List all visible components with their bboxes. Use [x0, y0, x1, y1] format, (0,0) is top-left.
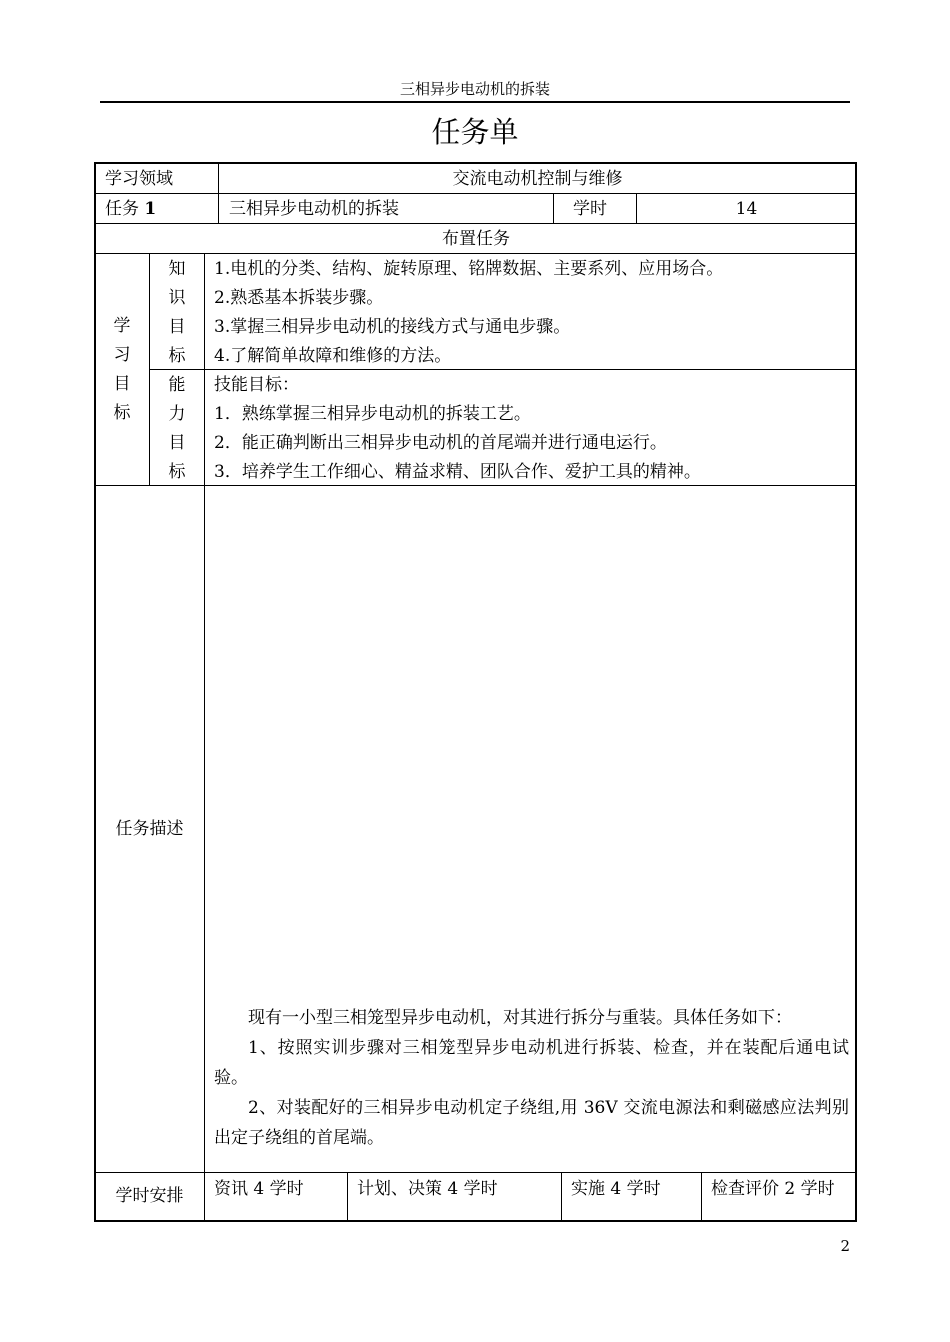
knowledge-label-char: 识 [168, 288, 186, 308]
hours-label: 学时 [573, 199, 607, 219]
skill-item: 1．熟练掌握三相异步电动机的拆装工艺。 [214, 404, 531, 424]
skill-label-char: 力 [168, 404, 186, 424]
schedule-item: 资讯 4 学时 [214, 1179, 304, 1199]
skill-list [214, 371, 854, 487]
header-rule [100, 101, 850, 103]
knowledge-item: 4.了解简单故障和维修的方法。 [214, 346, 452, 366]
description-body [214, 1003, 849, 1153]
description-label: 任务描述 [115, 819, 184, 839]
knowledge-item: 3.掌握三相异步电动机的接线方式与通电步骤。 [214, 317, 571, 337]
col-rule [561, 1173, 562, 1220]
skill-item: 3．培养学生工作细心、精益求精、团队合作、爱护工具的精神。 [214, 462, 701, 482]
domain-label: 学习领域 [105, 169, 173, 189]
col-rule [347, 1173, 348, 1220]
goals-label [95, 312, 149, 428]
knowledge-item: 1.电机的分类、结构、旋转原理、铭牌数据、主要系列、应用场合。 [214, 259, 724, 279]
goals-label-char: 学 [113, 316, 131, 336]
knowledge-label-char: 知 [168, 259, 186, 279]
running-header: 三相异步电动机的拆装 [399, 80, 550, 98]
row-rule [95, 1172, 857, 1173]
knowledge-label-char: 标 [168, 346, 186, 366]
document-title: 任务单 [431, 115, 519, 149]
domain-value: 交流电动机控制与维修 [452, 169, 623, 189]
goals-label-char: 标 [113, 403, 131, 423]
task-label [105, 195, 156, 224]
description-paragraph: 1、按照实训步骤对三相笼型异步电动机进行拆装、检查，并在装配后通电试验。 [214, 1038, 849, 1088]
col-rule [204, 254, 205, 1220]
schedule-item: 计划、决策 4 学时 [357, 1179, 498, 1199]
schedule-label: 学时安排 [115, 1186, 184, 1206]
task-label-number: 1 [144, 199, 157, 219]
goals-label-char: 目 [113, 374, 131, 394]
skill-label [150, 371, 204, 487]
description-paragraph: 2、对装配好的三相异步电动机定子绕组,用 36V 交流电源法和剩磁感应法判别出定子绕组的首尾端。 [214, 1098, 849, 1148]
knowledge-item: 2.熟悉基本拆装步骤。 [214, 288, 384, 308]
skill-label-char: 能 [168, 375, 186, 395]
skill-item: 技能目标： [214, 375, 299, 395]
col-rule [553, 194, 554, 223]
col-rule [701, 1173, 702, 1220]
skill-label-char: 目 [168, 433, 186, 453]
knowledge-list [214, 255, 854, 371]
knowledge-label [150, 255, 204, 371]
task-value: 三相异步电动机的拆装 [229, 199, 399, 219]
skill-item: 2．能正确判断出三相异步电动机的首尾端并进行通电运行。 [214, 433, 667, 453]
skill-label-char: 标 [168, 462, 186, 482]
hours-value: 14 [735, 199, 758, 219]
goals-label-char: 习 [113, 345, 131, 365]
assign-heading: 布置任务 [442, 229, 510, 249]
page-number: 2 [840, 1237, 850, 1255]
knowledge-label-char: 目 [168, 317, 186, 337]
description-paragraph: 现有一小型三相笼型异步电动机，对其进行拆分与重装。具体任务如下： [248, 1008, 792, 1028]
schedule-item: 实施 4 学时 [571, 1179, 661, 1199]
schedule-item: 检查评价 2 学时 [711, 1179, 835, 1199]
task-label-prefix: 任务 [105, 199, 139, 219]
